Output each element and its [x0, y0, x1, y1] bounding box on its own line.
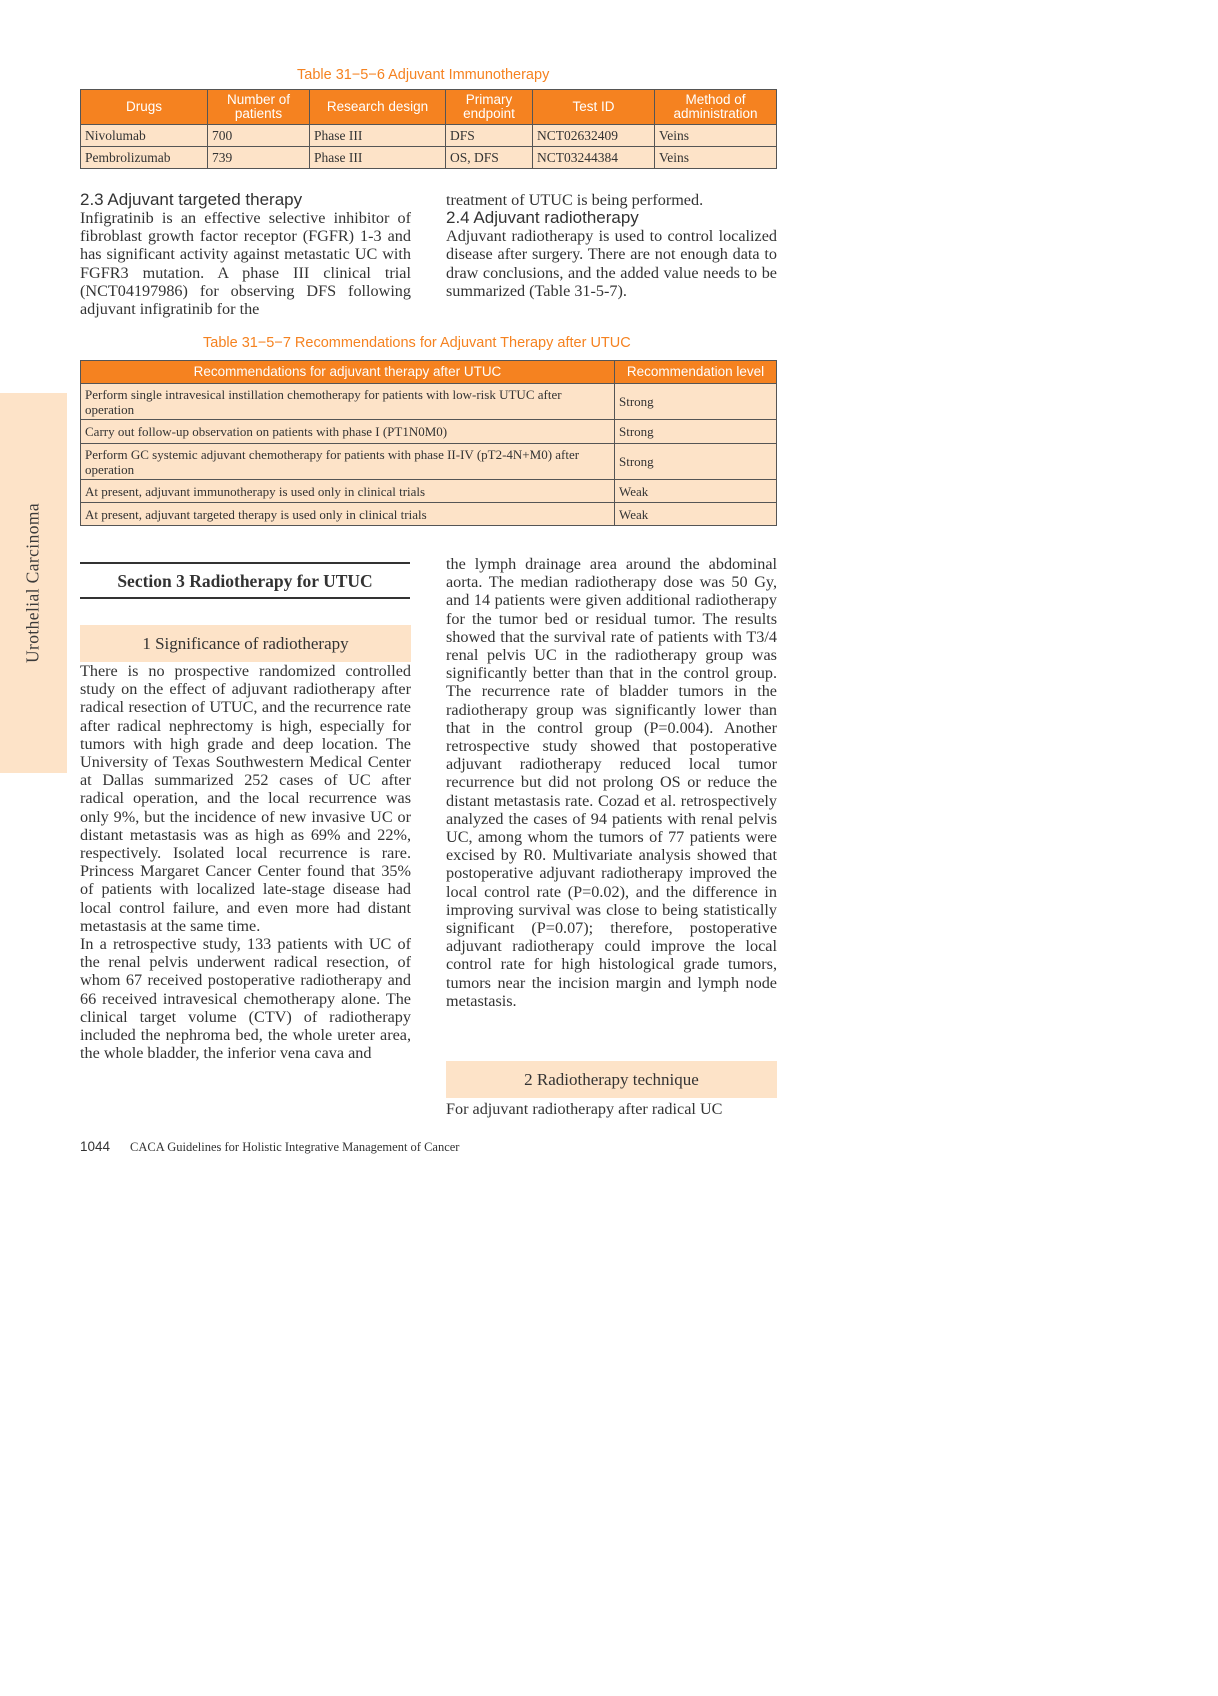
table-header-row [81, 90, 777, 125]
table-cell: Perform GC systemic adjuvant chemotherapy for patients with phase II-IV (pT2-4N+M0) after operation [81, 444, 615, 480]
table-cell: Phase III [310, 147, 446, 169]
table-cell: Veins [655, 147, 777, 169]
table-header-row [81, 361, 777, 384]
table-cell: At present, adjuvant immunotherapy is used only in clinical trials [81, 480, 615, 503]
subsection-heading-significance: 1 Significance of radiotherapy [80, 625, 411, 662]
header-cell: Research design [310, 90, 446, 125]
paragraph: In a retrospective study, 133 patients with UC of the renal pelvis underwent radical resection, of whom 67 received postoperative radiotherapy and 66 received intravesical chemotherapy alone. The clinical target volume (CTV) of radiotherapy included the nephroma bed, the whole ureter area, the whole bladder, the inferior vena cava and [80, 935, 411, 1063]
page-number: 1044 [80, 1139, 111, 1154]
section-rule-top [80, 562, 410, 564]
table-row [81, 503, 777, 526]
page-footer [80, 1139, 459, 1155]
header-cell: Number of patients [208, 90, 310, 125]
table-cell: DFS [446, 125, 533, 147]
upper-right-column [446, 191, 777, 300]
header-cell: Method of administration [655, 90, 777, 125]
header-cell: Recommendations for adjuvant therapy after UTUC [81, 361, 615, 384]
header-cell: Test ID [533, 90, 655, 125]
book-title: CACA Guidelines for Holistic Integrative Management of Cancer [130, 1140, 460, 1154]
lower-right-column [446, 555, 777, 1010]
paragraph: the lymph drainage area around the abdominal aorta. The median radiotherapy dose was 50 Gy, and 14 patients were given additional radiotherapy for the tumor bed or residual tumor. The results showed that the survival rate of patients with T3/4 renal pelvis UC in the radiotherapy group was significantly better than that in the control group. The recurrence rate of bladder tumors in the radiotherapy group was significantly lower than that in the control group (P=0.004). Another retrospective study showed that postoperative adjuvant radiotherapy reduced local tumor recurrence but did not prolong OS or reduce the distant metastasis rate. Cozad et al. retrospectively analyzed the cases of 94 patients with renal pelvis UC, among whom the tumors of 77 patients were excised by R0. Multivariate analysis showed that postoperative adjuvant radiotherapy improved the local control rate (P=0.02), and the difference in improving survival was close to being statistically significant (P=0.07); therefore, postoperative adjuvant radiotherapy could improve the local control rate for high histological grade tumors, tumors near the incision margin and lymph node metastasis. [446, 555, 777, 1010]
table2-caption: Table 31−5−7 Recommendations for Adjuvant Therapy after UTUC [203, 335, 631, 351]
paragraph: Adjuvant radiotherapy is used to control localized disease after surgery. There are not enough data to draw conclusions, and the added value needs to be summarized (Table 31-5-7). [446, 227, 777, 300]
subsection-heading-technique: 2 Radiotherapy technique [446, 1061, 777, 1098]
table-row [81, 147, 777, 169]
table-cell: Phase III [310, 125, 446, 147]
section-rule-bottom [80, 597, 410, 599]
table-row [81, 420, 777, 444]
table-row [81, 125, 777, 147]
paragraph: treatment of UTUC is being performed. [446, 191, 704, 209]
table-cell: Strong [615, 420, 777, 444]
table-cell: NCT03244384 [533, 147, 655, 169]
table-cell: Strong [615, 444, 777, 480]
side-chapter-label: Urothelial Carcinoma [22, 502, 43, 664]
paragraph: Infigratinib is an effective selective inhibitor of fibroblast growth factor receptor (FGFR) 1-3 and has significant activity against metastatic UC with FGFR3 mutation. A phase III clinical trial (NCT04197986) for observing DFS following adjuvant infigratinib for the [80, 209, 411, 319]
table-cell: Strong [615, 384, 777, 420]
table-cell: 739 [208, 147, 310, 169]
header-cell: Primary endpoint [446, 90, 533, 125]
header-cell: Drugs [81, 90, 208, 125]
paragraph: For adjuvant radiotherapy after radical UC [446, 1100, 723, 1118]
header-cell: Recommendation level [615, 361, 777, 384]
paragraph: There is no prospective randomized controlled study on the effect of adjuvant radiotherapy after radical resection of UTUC, and the recurrence rate after radical nephrectomy is high, especially for tumors with high grade and deep location. The University of Texas Southwestern Medical Center at Dallas summarized 252 cases of UC after radical operation, and the local recurrence was only 9%, but the incidence of new invasive UC or distant metastasis was as high as 69% and 22%, respectively. Isolated local recurrence is rare. Princess Margaret Cancer Center found that 35% of patients with localized late-stage disease had local control failure, and even more had distant metastasis at the same time. [80, 662, 411, 935]
table-cell: 700 [208, 125, 310, 147]
table-cell: NCT02632409 [533, 125, 655, 147]
table-cell: Perform single intravesical instillation chemotherapy for patients with low-risk UTUC after operation [81, 384, 615, 420]
side-chapter-tab [0, 393, 67, 773]
table-row [81, 384, 777, 420]
table-cell: Carry out follow-up observation on patients with phase I (PT1N0M0) [81, 420, 615, 444]
table-row [81, 444, 777, 480]
table-row [81, 480, 777, 503]
upper-left-column [80, 191, 411, 318]
section-title: Section 3 Radiotherapy for UTUC [117, 571, 373, 591]
recommendations-table [80, 360, 777, 526]
table-cell: Weak [615, 480, 777, 503]
immunotherapy-table [80, 89, 777, 169]
table-cell: Nivolumab [81, 125, 208, 147]
table-cell: OS, DFS [446, 147, 533, 169]
table-cell: Weak [615, 503, 777, 526]
lower-left-column [80, 662, 411, 1062]
subheading-adjuvant-radiotherapy: 2.4 Adjuvant radiotherapy [446, 208, 639, 228]
subheading-targeted-therapy: 2.3 Adjuvant targeted therapy [80, 190, 303, 209]
lower-right-continued [446, 1100, 777, 1118]
table1-caption: Table 31−5−6 Adjuvant Immunotherapy [297, 67, 550, 83]
table-cell: Pembrolizumab [81, 147, 208, 169]
table-cell: At present, adjuvant targeted therapy is used only in clinical trials [81, 503, 615, 526]
table-cell: Veins [655, 125, 777, 147]
